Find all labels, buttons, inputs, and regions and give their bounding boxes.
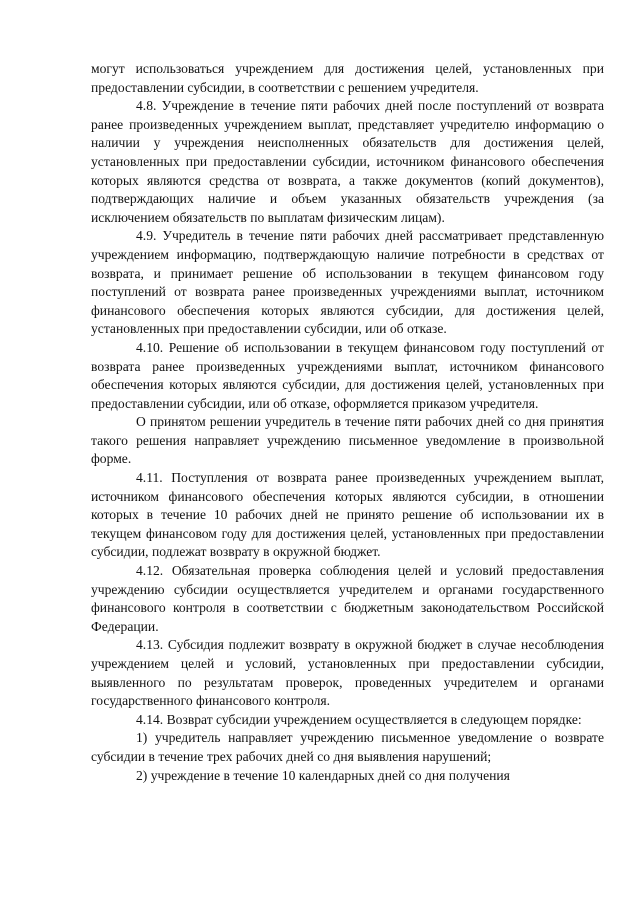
paragraph-4-14: 4.14. Возврат субсидии учреждением осуществляется в следующем порядке:: [136, 711, 582, 727]
paragraph-4-12: 4.12. Обязательная проверка соблюдения целей и условий предоставления учреждению субсидии осуществляется учредителем и органами государственного финансового контроля в соответствии с бюджетным законодательством Российской Федерации.: [91, 563, 604, 634]
list-item-2: 2) учреждение в течение 10 календарных дней со дня получения: [136, 767, 510, 783]
paragraph-4-9: 4.9. Учредитель в течение пяти рабочих дней рассматривает представленную учреждением информацию, подтверждающую наличие потребности в средствах от возврата, и принимает решение об использовании в текущем финансовом году поступлений от возврата ранее произведенных учреждениями выплат, источником финансового обеспечения которых являются субсидии, для достижения целей, установленных при предоставлении субсидии, или об отказе.: [91, 228, 604, 337]
paragraph-4-13: 4.13. Субсидия подлежит возврату в окружной бюджет в случае несоблюдения учреждением целей и условий, установленных при предоставлении субсидии, выявленного по результатам проверок, проведенных учредителем и органами государственного финансового контроля.: [91, 637, 604, 709]
paragraph-decision-notice: О принятом решении учредитель в течение пяти рабочих дней со дня принятия такого решения направляет учреждению письменное уведомление в произвольной форме.: [91, 414, 604, 467]
list-item-1: 1) учредитель направляет учреждению письменное уведомление о возврате субсидии в течение трех рабочих дней со дня выявления нарушений;: [91, 730, 604, 764]
paragraph-4-11: 4.11. Поступления от возврата ранее произведенных учреждением выплат, источником финансового обеспечения которых являются субсидии, в отношении которых в течение 10 рабочих дней не принято решение об использовании их в текущем финансовом году для достижения целей, установленных при предоставлении субсидии, подлежат возврату в окружной бюджет.: [91, 470, 604, 560]
paragraph-4-8: 4.8. Учреждение в течение пяти рабочих дней после поступлений от возврата ранее произведенных учреждением выплат, представляет учредителю информацию о наличии у учреждения неисполненных обязательств для достижения целей, установленных при предоставлении субсидии, источником финансового обеспечения которых являются средства от возврата, а также документов (копий документов), подтверждающих наличие и объем указанных обязательств учреждения (за исключением обязательств по выплатам физическим лицам).: [91, 98, 604, 225]
paragraph-4-10: 4.10. Решение об использовании в текущем финансовом году поступлений от возврата ранее произведенных учреждениями выплат, источником финансового обеспечения которых являются субсидии, для достижения целей, установленных при предоставлении субсидии, или об отказе, оформляется приказом учредителя.: [91, 339, 604, 411]
paragraph-continuation: могут использоваться учреждением для достижения целей, установленных при предоставлении субсидии, в соответствии с решением учредителя.: [91, 61, 604, 95]
document-page: [91, 60, 604, 785]
